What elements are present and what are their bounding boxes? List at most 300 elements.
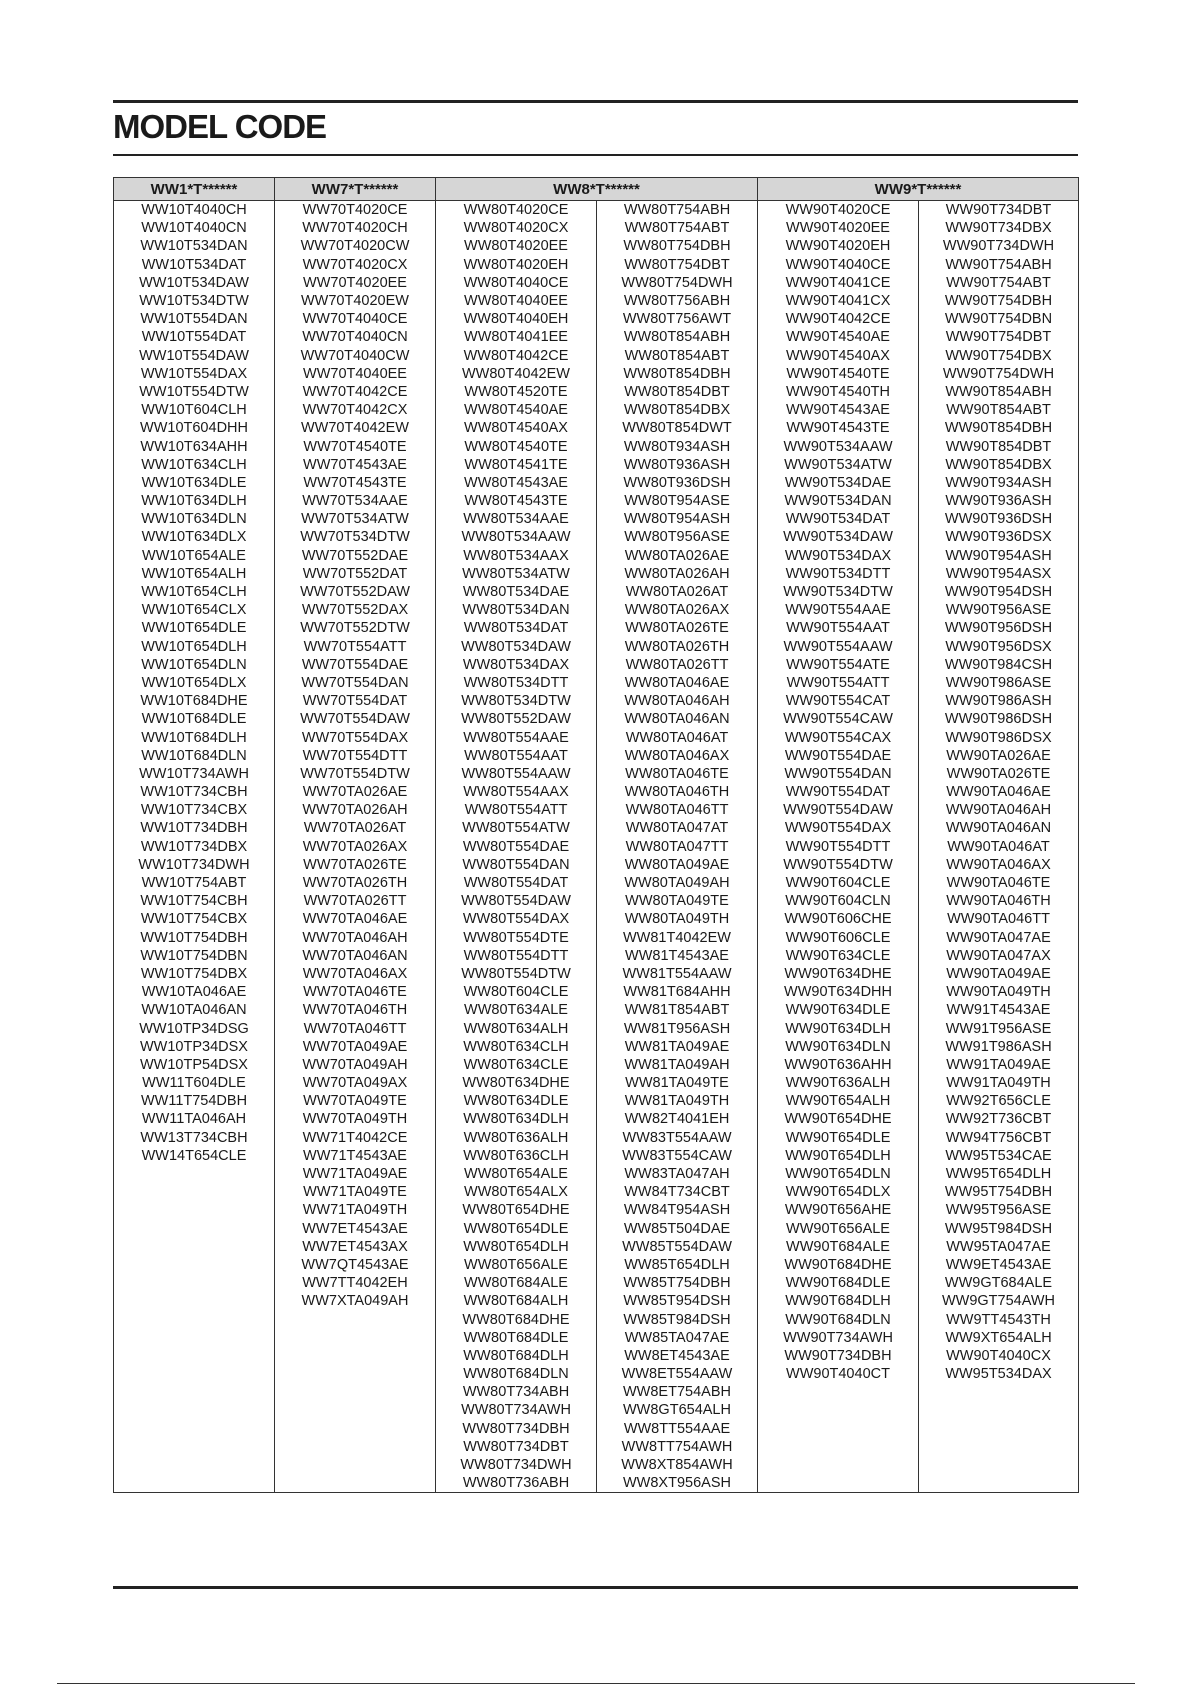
model-code-cell: WW90T554ATT (758, 674, 919, 692)
table-row (114, 656, 1079, 674)
model-code-cell: WW85T954DSH (597, 1292, 758, 1310)
model-code-cell: WW80T634DLE (436, 1092, 597, 1110)
model-code-cell: WW80TA046TH (597, 783, 758, 801)
model-code-cell: WW80T554ATW (436, 819, 597, 837)
table-row (114, 274, 1079, 292)
model-code-cell: WW80T634ALE (436, 1001, 597, 1019)
model-code-cell: WW80TA046AT (597, 728, 758, 746)
table-row (114, 801, 1079, 819)
model-code-cell: WW90TA046AE (919, 783, 1079, 801)
model-code-cell: WW13T734CBH (114, 1129, 275, 1147)
model-code-cell: WW90T634DLE (758, 1001, 919, 1019)
model-code-cell: WW11T754DBH (114, 1092, 275, 1110)
table-row (114, 1165, 1079, 1183)
model-code-cell: WW80T636ALH (436, 1129, 597, 1147)
table-row (114, 910, 1079, 928)
model-code-cell: WW70T554DAE (275, 656, 436, 674)
model-code-cell (275, 1347, 436, 1365)
model-code-cell: WW80T534DAE (436, 583, 597, 601)
model-code-cell: WW80T734DBT (436, 1438, 597, 1456)
model-code-cell: WW80T734DBH (436, 1420, 597, 1438)
model-code-cell: WW91T986ASH (919, 1038, 1079, 1056)
model-code-cell (114, 1183, 275, 1201)
model-code-cell: WW90T4540TH (758, 383, 919, 401)
table-row (114, 583, 1079, 601)
model-code-cell: WW81TA049AH (597, 1056, 758, 1074)
model-code-cell: WW10T734CBH (114, 783, 275, 801)
model-code-cell: WW70T4540TE (275, 437, 436, 455)
table-row (114, 1329, 1079, 1347)
model-code-cell: WW90T4041CX (758, 292, 919, 310)
model-code-cell: WW80T634CLE (436, 1056, 597, 1074)
model-code-cell: WW81T854ABT (597, 1001, 758, 1019)
model-code-cell (114, 1474, 275, 1493)
model-code-cell: WW85T754DBH (597, 1274, 758, 1292)
model-code-cell: WW80TA049TE (597, 892, 758, 910)
model-code-cell: WW10TP54DSX (114, 1056, 275, 1074)
model-code-cell: WW80T684ALH (436, 1292, 597, 1310)
model-code-cell: WW7ET4543AX (275, 1238, 436, 1256)
model-code-cell: WW90T654ALH (758, 1092, 919, 1110)
model-code-cell (919, 1438, 1079, 1456)
page-title: MODEL CODE (113, 108, 327, 145)
model-code-cell: WW90T554AAE (758, 601, 919, 619)
model-code-table (113, 177, 1079, 1493)
table-row (114, 1220, 1079, 1238)
model-code-cell: WW90T754ABH (919, 256, 1079, 274)
model-code-cell (758, 1456, 919, 1474)
model-code-cell: WW90T554DAE (758, 747, 919, 765)
model-code-cell: WW90T936ASH (919, 492, 1079, 510)
model-code-cell: WW85T554DAW (597, 1238, 758, 1256)
model-code-cell: WW90T954ASX (919, 565, 1079, 583)
model-code-cell (114, 1365, 275, 1383)
table-row (114, 437, 1079, 455)
model-code-cell: WW10T604CLH (114, 401, 275, 419)
table-row (114, 292, 1079, 310)
model-code-cell: WW80T4020CX (436, 219, 597, 237)
model-code-cell: WW71T4543AE (275, 1147, 436, 1165)
model-code-cell: WW95T534CAE (919, 1147, 1079, 1165)
model-code-cell: WW90T684DLE (758, 1274, 919, 1292)
model-code-cell: WW80T554AAT (436, 747, 597, 765)
model-code-cell: WW90T984CSH (919, 656, 1079, 674)
model-code-cell: WW80T4042CE (436, 347, 597, 365)
model-code-cell: WW10T4040CH (114, 201, 275, 220)
model-code-cell: WW90TA046AT (919, 838, 1079, 856)
model-code-cell: WW70T4020CE (275, 201, 436, 220)
table-row (114, 692, 1079, 710)
table-row (114, 492, 1079, 510)
bottom-rule (113, 1586, 1078, 1589)
model-code-cell: WW80T654DLH (436, 1238, 597, 1256)
model-code-cell (275, 1438, 436, 1456)
model-code-cell: WW10T4040CN (114, 219, 275, 237)
table-row (114, 528, 1079, 546)
model-code-cell: WW70T534ATW (275, 510, 436, 528)
model-code-cell: WW70T4543TE (275, 474, 436, 492)
model-code-cell: WW10T754DBH (114, 929, 275, 947)
model-code-cell: WW80T4040EH (436, 310, 597, 328)
model-code-cell: WW90T734DWH (919, 237, 1079, 255)
model-code-cell: WW80T534DTT (436, 674, 597, 692)
model-code-cell: WW80TA049AE (597, 856, 758, 874)
table-row (114, 401, 1079, 419)
model-code-cell: WW90T754DWH (919, 365, 1079, 383)
model-code-cell: WW90T534DAW (758, 528, 919, 546)
model-code-cell: WW70TA049AH (275, 1056, 436, 1074)
model-code-cell: WW91T956ASE (919, 1019, 1079, 1037)
model-code-cell: WW70TA026AX (275, 838, 436, 856)
header-ww8: WW8*T****** (436, 178, 758, 201)
model-code-cell: WW80T634DLH (436, 1110, 597, 1128)
model-code-cell: WW70T554DTW (275, 765, 436, 783)
model-code-cell: WW84T734CBT (597, 1183, 758, 1201)
model-code-cell: WW70T4040CN (275, 328, 436, 346)
table-row (114, 565, 1079, 583)
table-body (114, 201, 1079, 1493)
model-code-cell: WW80TA026TH (597, 638, 758, 656)
model-code-cell: WW8TT754AWH (597, 1438, 758, 1456)
table-row (114, 1110, 1079, 1128)
model-code-cell: WW10T754DBX (114, 965, 275, 983)
model-code-cell: WW80T4540TE (436, 437, 597, 455)
model-code-cell: WW90T606CHE (758, 910, 919, 928)
model-code-cell: WW10T604DHH (114, 419, 275, 437)
model-code-cell (114, 1456, 275, 1474)
table-row (114, 1183, 1079, 1201)
model-code-cell: WW90TA047AX (919, 947, 1079, 965)
model-code-cell: WW90T4540AX (758, 347, 919, 365)
model-code-cell: WW80TA026AE (597, 547, 758, 565)
model-code-cell: WW90T554DTT (758, 838, 919, 856)
model-code-cell: WW80TA047TT (597, 838, 758, 856)
model-code-cell: WW80T854DBT (597, 383, 758, 401)
model-code-cell: WW90T654DLE (758, 1129, 919, 1147)
model-code-cell: WW90TA026AE (919, 747, 1079, 765)
model-code-cell: WW80T534DAN (436, 601, 597, 619)
model-code-cell: WW80TA026AX (597, 601, 758, 619)
model-code-cell: WW81TA049AE (597, 1038, 758, 1056)
model-code-cell: WW90T534DTW (758, 583, 919, 601)
model-code-cell: WW70TA046AH (275, 929, 436, 947)
model-code-cell: WW90T956ASE (919, 601, 1079, 619)
table-row (114, 947, 1079, 965)
top-rule (113, 100, 1078, 103)
model-code-cell: WW8XT854AWH (597, 1456, 758, 1474)
model-code-cell (114, 1420, 275, 1438)
model-code-cell: WW70TA049AX (275, 1074, 436, 1092)
model-code-cell: WW70TA026TH (275, 874, 436, 892)
model-code-cell: WW90T4040CT (758, 1365, 919, 1383)
model-code-cell: WW95T534DAX (919, 1365, 1079, 1383)
model-code-cell (919, 1456, 1079, 1474)
model-code-cell (919, 1383, 1079, 1401)
model-code-cell: WW80T554DAW (436, 892, 597, 910)
model-code-cell: WW70T4040CW (275, 347, 436, 365)
header-ww1: WW1*T****** (114, 178, 275, 201)
model-code-cell (114, 1329, 275, 1347)
model-code-cell: WW90T754DBN (919, 310, 1079, 328)
model-code-cell (114, 1165, 275, 1183)
model-code-cell: WW70T4020CX (275, 256, 436, 274)
model-code-cell: WW80T684ALE (436, 1274, 597, 1292)
model-code-cell: WW80TA046AN (597, 710, 758, 728)
table-row (114, 456, 1079, 474)
model-code-cell: WW70TA026TT (275, 892, 436, 910)
model-code-cell (919, 1474, 1079, 1493)
model-code-cell: WW10T684DLE (114, 710, 275, 728)
model-code-cell: WW90T734AWH (758, 1329, 919, 1347)
model-code-cell: WW90T534DAT (758, 510, 919, 528)
model-code-cell: WW90T684DLN (758, 1310, 919, 1328)
model-code-cell: WW90T986DSX (919, 728, 1079, 746)
model-code-cell (275, 1456, 436, 1474)
model-code-cell (114, 1383, 275, 1401)
model-code-cell: WW90T554CAT (758, 692, 919, 710)
model-code-cell: WW80T734ABH (436, 1383, 597, 1401)
table-row (114, 747, 1079, 765)
model-code-cell: WW90T636AHH (758, 1056, 919, 1074)
table-row (114, 256, 1079, 274)
model-code-cell: WW80T656ALE (436, 1256, 597, 1274)
model-code-cell: WW90T4543AE (758, 401, 919, 419)
model-code-cell: WW85T984DSH (597, 1310, 758, 1328)
model-code-cell: WW90TA047AE (919, 929, 1079, 947)
model-code-cell: WW70T552DAE (275, 547, 436, 565)
model-code-cell: WW90T936DSH (919, 510, 1079, 528)
model-code-cell: WW10T654DLX (114, 674, 275, 692)
model-code-cell: WW80T4541TE (436, 456, 597, 474)
model-code-cell: WW10T534DAN (114, 237, 275, 255)
model-code-cell: WW90T954ASH (919, 547, 1079, 565)
model-code-cell: WW8XT956ASH (597, 1474, 758, 1493)
model-code-cell: WW10T754CBX (114, 910, 275, 928)
model-code-cell: WW90T634DLH (758, 1019, 919, 1037)
model-code-cell: WW70T4020EE (275, 274, 436, 292)
model-code-cell (275, 1474, 436, 1493)
model-code-cell: WW90T654DLN (758, 1165, 919, 1183)
table-row (114, 474, 1079, 492)
model-code-cell: WW10TA046AN (114, 1001, 275, 1019)
model-code-cell: WW80T734AWH (436, 1401, 597, 1419)
model-code-cell: WW10T684DLN (114, 747, 275, 765)
model-code-cell: WW90T954DSH (919, 583, 1079, 601)
model-code-cell: WW90T606CLE (758, 929, 919, 947)
model-code-cell: WW95T984DSH (919, 1220, 1079, 1238)
model-code-cell: WW90T554DAN (758, 765, 919, 783)
model-code-cell: WW80T956ASE (597, 528, 758, 546)
table-row (114, 510, 1079, 528)
model-code-cell: WW80T654ALE (436, 1165, 597, 1183)
model-code-cell: WW80T4040CE (436, 274, 597, 292)
model-code-cell: WW7QT4543AE (275, 1256, 436, 1274)
table-row (114, 874, 1079, 892)
model-code-cell: WW80TA047AT (597, 819, 758, 837)
model-code-cell (919, 1420, 1079, 1438)
model-code-cell: WW10T734DBX (114, 838, 275, 856)
model-code-cell: WW80T554AAE (436, 728, 597, 746)
model-code-cell: WW9GT754AWH (919, 1292, 1079, 1310)
table-row (114, 1438, 1079, 1456)
model-code-cell: WW90T956DSX (919, 638, 1079, 656)
model-code-cell: WW90T634DLN (758, 1038, 919, 1056)
model-code-cell: WW10T634CLH (114, 456, 275, 474)
table-row (114, 710, 1079, 728)
table-row (114, 1001, 1079, 1019)
model-code-cell: WW80T554ATT (436, 801, 597, 819)
model-code-cell: WW90T4040CX (919, 1347, 1079, 1365)
model-code-cell: WW70TA046TE (275, 983, 436, 1001)
model-code-cell: WW80T4520TE (436, 383, 597, 401)
table-row (114, 1420, 1079, 1438)
model-code-cell: WW81T956ASH (597, 1019, 758, 1037)
model-code-cell: WW90T554CAX (758, 728, 919, 746)
model-code-cell: WW80T684DLH (436, 1347, 597, 1365)
model-code-cell: WW70T552DAX (275, 601, 436, 619)
model-code-cell: WW70T552DAT (275, 565, 436, 583)
model-code-cell: WW71TA049TE (275, 1183, 436, 1201)
table-row (114, 1456, 1079, 1474)
model-code-cell: WW10T554DAW (114, 347, 275, 365)
model-code-cell: WW9GT684ALE (919, 1274, 1079, 1292)
model-code-cell: WW83TA047AH (597, 1165, 758, 1183)
model-code-cell: WW80T684DLE (436, 1329, 597, 1347)
model-code-cell: WW90T754DBT (919, 328, 1079, 346)
model-code-cell (758, 1474, 919, 1493)
model-code-cell: WW80T954ASE (597, 492, 758, 510)
model-code-cell: WW10T754CBH (114, 892, 275, 910)
model-code-cell: WW90T554AAT (758, 619, 919, 637)
model-code-cell (275, 1329, 436, 1347)
model-code-cell: WW90T554CAW (758, 710, 919, 728)
model-code-cell: WW90T654DLX (758, 1183, 919, 1201)
table-row (114, 674, 1079, 692)
model-code-cell: WW10T654DLE (114, 619, 275, 637)
model-code-cell: WW10T654ALH (114, 565, 275, 583)
model-code-cell: WW10T754ABT (114, 874, 275, 892)
model-code-cell: WW90T554AAW (758, 638, 919, 656)
model-code-cell: WW80T936DSH (597, 474, 758, 492)
table-row (114, 1401, 1079, 1419)
model-code-cell: WW80T4020EE (436, 237, 597, 255)
model-code-cell: WW80T756AWT (597, 310, 758, 328)
model-code-cell: WW90T534ATW (758, 456, 919, 474)
model-code-cell: WW80T936ASH (597, 456, 758, 474)
model-code-cell: WW7XTA049AH (275, 1292, 436, 1310)
model-code-cell: WW70TA026AE (275, 783, 436, 801)
model-code-cell: WW10T684DHE (114, 692, 275, 710)
table-row (114, 619, 1079, 637)
model-code-cell: WW80T4540AX (436, 419, 597, 437)
model-code-cell: WW7TT4042EH (275, 1274, 436, 1292)
model-code-cell: WW70T554DAX (275, 728, 436, 746)
model-code-cell: WW8TT554AAE (597, 1420, 758, 1438)
model-code-cell: WW90T684DHE (758, 1256, 919, 1274)
model-code-cell: WW80T554DTE (436, 929, 597, 947)
model-code-cell: WW90TA046TE (919, 874, 1079, 892)
model-code-cell: WW9TT4543TH (919, 1310, 1079, 1328)
model-code-cell (758, 1383, 919, 1401)
model-code-cell: WW90TA046TT (919, 910, 1079, 928)
model-code-cell: WW95T654DLH (919, 1165, 1079, 1183)
model-code-cell: WW80T634CLH (436, 1038, 597, 1056)
model-code-cell: WW90T956DSH (919, 619, 1079, 637)
model-code-cell: WW70T4042CE (275, 383, 436, 401)
model-code-cell: WW70T552DTW (275, 619, 436, 637)
model-code-cell: WW10T634DLE (114, 474, 275, 492)
model-code-cell: WW10T634DLH (114, 492, 275, 510)
model-code-cell: WW95TA047AE (919, 1238, 1079, 1256)
model-code-cell: WW80T554DTT (436, 947, 597, 965)
model-code-cell: WW10TP34DSX (114, 1038, 275, 1056)
model-code-cell: WW9XT654ALH (919, 1329, 1079, 1347)
model-code-cell: WW83T554AAW (597, 1129, 758, 1147)
model-code-cell: WW10T734CBX (114, 801, 275, 819)
model-code-cell: WW80T754ABT (597, 219, 758, 237)
table-row (114, 1365, 1079, 1383)
model-code-cell: WW11T604DLE (114, 1074, 275, 1092)
model-code-cell: WW80T534ATW (436, 565, 597, 583)
model-code-cell: WW80T754DWH (597, 274, 758, 292)
model-code-cell: WW90TA049AE (919, 965, 1079, 983)
model-code-cell: WW80T736ABH (436, 1474, 597, 1493)
model-code-cell (114, 1292, 275, 1310)
model-code-cell: WW80T4540AE (436, 401, 597, 419)
model-code-cell: WW10T734DWH (114, 856, 275, 874)
model-code-cell: WW70T4040EE (275, 365, 436, 383)
model-code-cell: WW70T4042EW (275, 419, 436, 437)
model-code-cell: WW83T554CAW (597, 1147, 758, 1165)
model-code-cell: WW9ET4543AE (919, 1256, 1079, 1274)
model-code-cell: WW10T534DAT (114, 256, 275, 274)
model-code-cell: WW92T736CBT (919, 1110, 1079, 1128)
model-code-cell: WW91TA049TH (919, 1074, 1079, 1092)
model-code-cell: WW10T634DLX (114, 528, 275, 546)
model-code-cell: WW90T684DLH (758, 1292, 919, 1310)
table-row (114, 965, 1079, 983)
model-code-cell: WW11TA046AH (114, 1110, 275, 1128)
model-code-cell: WW80T534DAX (436, 656, 597, 674)
model-code-cell (114, 1238, 275, 1256)
model-code-cell: WW80T554AAX (436, 783, 597, 801)
model-code-cell: WW90T854DBH (919, 419, 1079, 437)
model-code-cell: WW90T656ALE (758, 1220, 919, 1238)
model-code-cell: WW80TA046TT (597, 801, 758, 819)
model-code-cell: WW80T854ABT (597, 347, 758, 365)
model-code-cell: WW10T654CLX (114, 601, 275, 619)
model-code-cell: WW84T954ASH (597, 1201, 758, 1219)
model-code-cell: WW70TA026AH (275, 801, 436, 819)
model-code-cell (114, 1220, 275, 1238)
model-code-cell: WW85T654DLH (597, 1256, 758, 1274)
model-code-cell: WW90TA046AH (919, 801, 1079, 819)
model-code-cell: WW10T654ALE (114, 547, 275, 565)
model-code-cell: WW10T554DTW (114, 383, 275, 401)
model-code-cell: WW90T554DAW (758, 801, 919, 819)
model-code-cell: WW80TA026AT (597, 583, 758, 601)
table-row (114, 892, 1079, 910)
model-code-cell: WW71T4042CE (275, 1129, 436, 1147)
model-code-cell: WW90T554DTW (758, 856, 919, 874)
model-code-cell: WW90T634DHH (758, 983, 919, 1001)
model-code-cell: WW70TA049TE (275, 1092, 436, 1110)
model-code-cell: WW80TA049TH (597, 910, 758, 928)
header-row (114, 178, 1079, 201)
model-code-cell: WW90T854ABH (919, 383, 1079, 401)
model-code-cell: WW70T4042CX (275, 401, 436, 419)
model-code-cell: WW80T534DTW (436, 692, 597, 710)
